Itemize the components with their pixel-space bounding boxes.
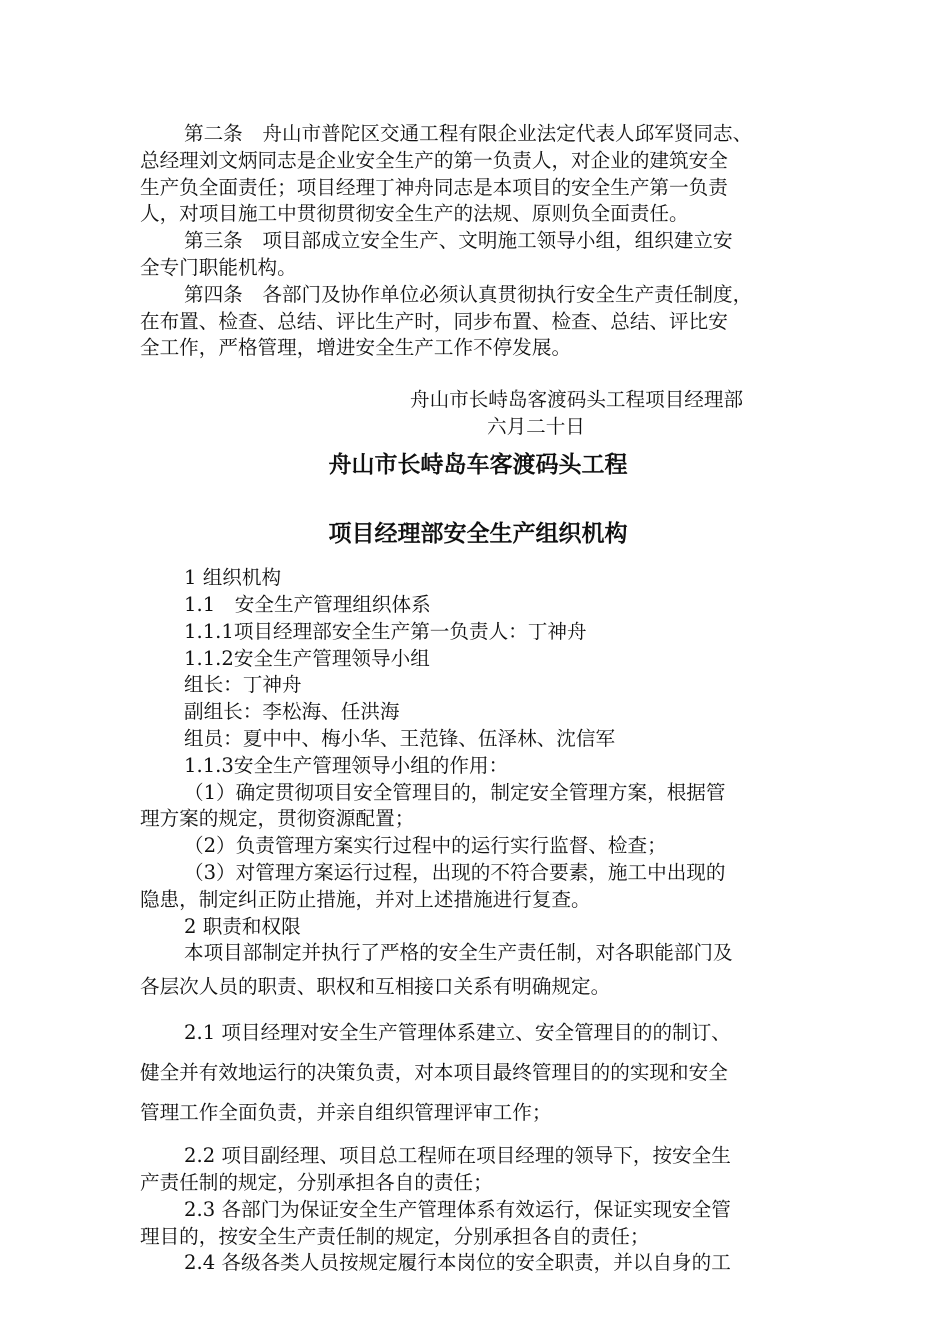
role-item-3-line-1: （3）对管理方案运行过程，出现的不符合要素，施工中出现的 bbox=[184, 860, 726, 884]
article-3-line-2: 全专门职能机构。 bbox=[140, 255, 297, 279]
section-2-1-line-2: 健全并有效地运行的决策负责，对本项目最终管理目的的实现和安全 bbox=[140, 1061, 728, 1085]
role-item-1-line-2: 理方案的规定，贯彻资源配置； bbox=[140, 807, 415, 831]
section-2-1-line-1: 2.1 项目经理对安全生产管理体系建立、安全管理目的的制订、 bbox=[184, 1021, 731, 1045]
section-2-intro-line-1: 本项目部制定并执行了严格的安全生产责任制，对各职能部门及 bbox=[184, 941, 733, 965]
signature-organization: 舟山市长峙岛客渡码头工程项目经理部 bbox=[410, 388, 744, 412]
role-item-3-line-2: 隐患，制定纠正防止措施，并对上述措施进行复查。 bbox=[140, 887, 591, 911]
section-1-1-3: 1.1.3安全生产管理领导小组的作用： bbox=[184, 753, 509, 777]
article-4-line-2: 在布置、检查、总结、评比生产时，同步布置、检查、总结、评比安 bbox=[140, 309, 728, 333]
section-1-1-2: 1.1.2安全生产管理领导小组 bbox=[184, 646, 430, 670]
group-members: 组员：夏中中、梅小华、王范锋、伍泽林、沈信军 bbox=[184, 726, 616, 750]
section-2-3-line-1: 2.3 各部门为保证安全生产管理体系有效运行，保证实现安全管 bbox=[184, 1197, 731, 1221]
article-4-line-3: 全工作，严格管理，增进安全生产工作不停发展。 bbox=[140, 336, 572, 360]
document-body bbox=[140, 121, 816, 1277]
article-2-line-1: 第二条 舟山市普陀区交通工程有限企业法定代表人邱军贤同志、 bbox=[184, 122, 753, 145]
section-1-1-heading: 1.1 安全生产管理组织体系 bbox=[184, 592, 431, 616]
deputy-leaders: 副组长：李松海、任洪海 bbox=[184, 700, 400, 724]
section-2-2-line-2: 产责任制的规定，分别承担各自的责任； bbox=[140, 1170, 493, 1194]
article-2-line-2: 总经理刘文炳同志是企业安全生产的第一负责人，对企业的建筑安全 bbox=[140, 148, 728, 172]
group-leader: 组长：丁神舟 bbox=[184, 673, 302, 697]
section-2-1-line-3: 管理工作全面负责，并亲自组织管理评审工作； bbox=[140, 1101, 552, 1125]
role-item-2: （2）负责管理方案实行过程中的运行实行监督、检查； bbox=[184, 834, 667, 858]
section-2-2-line-1: 2.2 项目副经理、项目总工程师在项目经理的领导下，按安全生 bbox=[184, 1144, 731, 1168]
section-1-1-1: 1.1.1项目经理部安全生产第一负责人：丁神舟 bbox=[184, 619, 587, 643]
article-3-line-1: 第三条 项目部成立安全生产、文明施工领导小组，组织建立安 bbox=[184, 229, 733, 253]
article-4-line-1: 第四条 各部门及协作单位必须认真贯彻执行安全生产责任制度， bbox=[184, 282, 753, 306]
section-2-3-line-2: 理目的，按安全生产责任制的规定，分别承担各自的责任； bbox=[140, 1224, 650, 1248]
section-2-heading: 2 职责和权限 bbox=[184, 914, 301, 938]
signature-date: 六月二十日 bbox=[487, 415, 585, 439]
section-2-4-line-1: 2.4 各级各类人员按规定履行本岗位的安全职责，并以自身的工 bbox=[184, 1251, 731, 1275]
section-1-heading: 1 组织机构 bbox=[184, 566, 282, 590]
document-title-line-2: 项目经理部安全生产组织机构 bbox=[328, 520, 628, 548]
role-item-1-line-1: （1）确定贯彻项目安全管理目的，制定安全管理方案，根据管 bbox=[184, 780, 726, 804]
document-title-line-1: 舟山市长峙岛车客渡码头工程 bbox=[328, 451, 628, 479]
article-2-line-3: 生产负全面责任；项目经理丁神舟同志是本项目的安全生产第一负责 bbox=[140, 175, 728, 199]
article-2-line-4: 人，对项目施工中贯彻贯彻安全生产的法规、原则负全面责任。 bbox=[140, 202, 689, 226]
section-2-intro-line-2: 各层次人员的职责、职权和互相接口关系有明确规定。 bbox=[140, 975, 611, 999]
